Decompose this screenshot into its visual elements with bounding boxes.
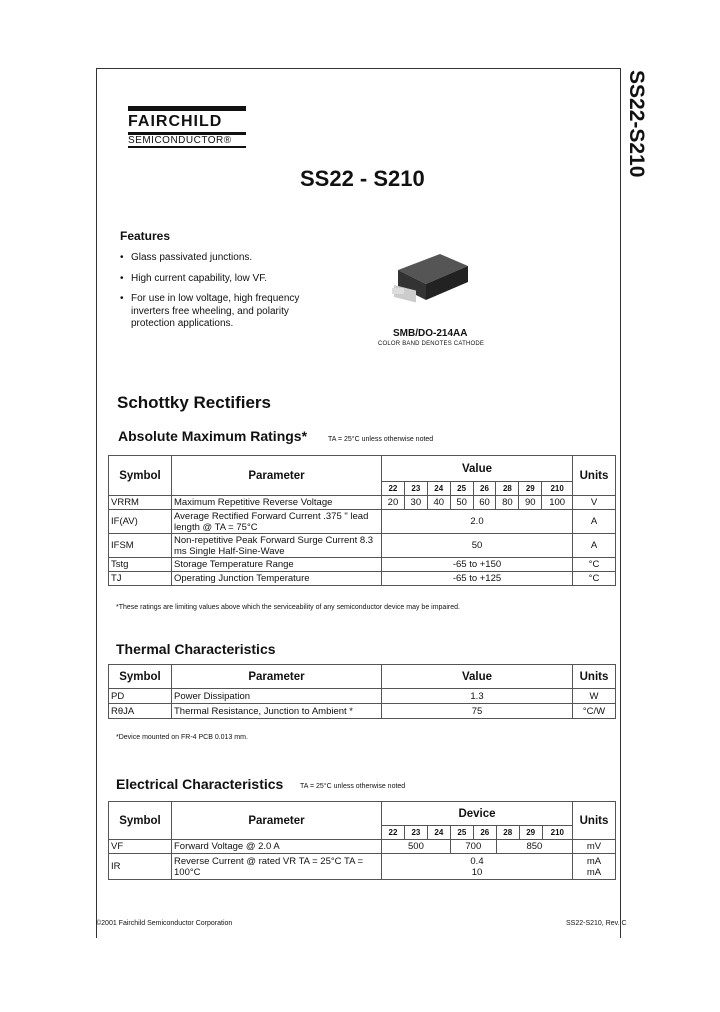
table-row: PD Power Dissipation 1.3 W: [109, 689, 616, 704]
footer-revision: SS22-S210, Rev. C: [566, 920, 627, 927]
thermal-table: Symbol Parameter Value Units PD Power Dissipation 1.3 W RθJA Thermal Resistance, Junction to Ambient * 75 °C/W: [108, 664, 616, 719]
device-col: 26: [473, 482, 496, 496]
package-label: SMB/DO-214AA: [393, 328, 468, 339]
thermal-footnote: *Device mounted on FR-4 PCB 0.013 mm.: [116, 734, 248, 741]
fairchild-logo: FAIRCHILD SEMICONDUCTOR®: [128, 106, 258, 148]
table-row: VF Forward Voltage @ 2.0 A 500 700 850 mV: [109, 840, 616, 854]
features-list: [120, 252, 300, 339]
abs-max-heading: Absolute Maximum Ratings*: [118, 428, 308, 444]
electrical-table: Symbol Parameter Device Units 22 23 24 25 26 28 29 210 VF Forward Voltage @ 2.0 A 500 700 850 mV IR Reverse Current @ rated VR TA = 25°C TA = 100°C 0.4 10 mA mA: [108, 801, 616, 880]
col-value: Value: [382, 456, 573, 482]
feature-item: • Glass passivated junctions.: [120, 252, 300, 265]
table-row: RθJA Thermal Resistance, Junction to Ambient * 75 °C/W: [109, 704, 616, 719]
device-col: 29: [519, 482, 542, 496]
device-col: 24: [427, 482, 450, 496]
device-col: 210: [542, 482, 573, 496]
col-units: Units: [573, 456, 616, 496]
feature-item: • High current capability, low VF.: [120, 273, 300, 286]
package-note: COLOR BAND DENOTES CATHODE: [378, 341, 485, 347]
abs-max-table: [108, 455, 616, 586]
section-title: Schottky Rectifiers: [117, 393, 271, 412]
footer-copyright: ©2001 Fairchild Semiconductor Corporation: [96, 920, 233, 927]
abs-max-footnote: *These ratings are limiting values above which the serviceability of any semiconductor device may be impaired.: [116, 604, 460, 611]
device-col: 28: [496, 482, 519, 496]
table-row: VRRM Maximum Repetitive Reverse Voltage 20 30 40 50 60 80 90 100 V: [109, 496, 616, 510]
device-col: 22: [382, 482, 405, 496]
table-row: Tstg Storage Temperature Range -65 to +150 °C: [109, 558, 616, 572]
electrical-heading: Electrical Characteristics: [116, 776, 284, 792]
device-col: 25: [450, 482, 473, 496]
package-image: [390, 248, 470, 308]
feature-item: • For use in low voltage, high frequency inverters free wheeling, and polarity protection applications.: [120, 293, 300, 331]
thermal-heading: Thermal Characteristics: [116, 641, 276, 657]
table-row: IF(AV) Average Rectified Forward Current .375 " lead length @ TA = 75°C 2.0 A: [109, 510, 616, 534]
col-parameter: Parameter: [172, 456, 382, 496]
page-title: SS22 - S210: [300, 166, 425, 191]
abs-max-condition: TA = 25°C unless otherwise noted: [328, 436, 434, 443]
features-heading: Features: [120, 229, 171, 243]
table-row: IFSM Non-repetitive Peak Forward Surge Current 8.3 ms Single Half-Sine-Wave 50 A: [109, 534, 616, 558]
electrical-condition: TA = 25°C unless otherwise noted: [300, 783, 406, 790]
device-col: 23: [404, 482, 427, 496]
table-row: IR Reverse Current @ rated VR TA = 25°C TA = 100°C 0.4 10 mA mA: [109, 854, 616, 880]
table-row: TJ Operating Junction Temperature -65 to +125 °C: [109, 572, 616, 586]
col-symbol: Symbol: [109, 456, 172, 496]
side-title: SS22-S210: [625, 70, 648, 178]
